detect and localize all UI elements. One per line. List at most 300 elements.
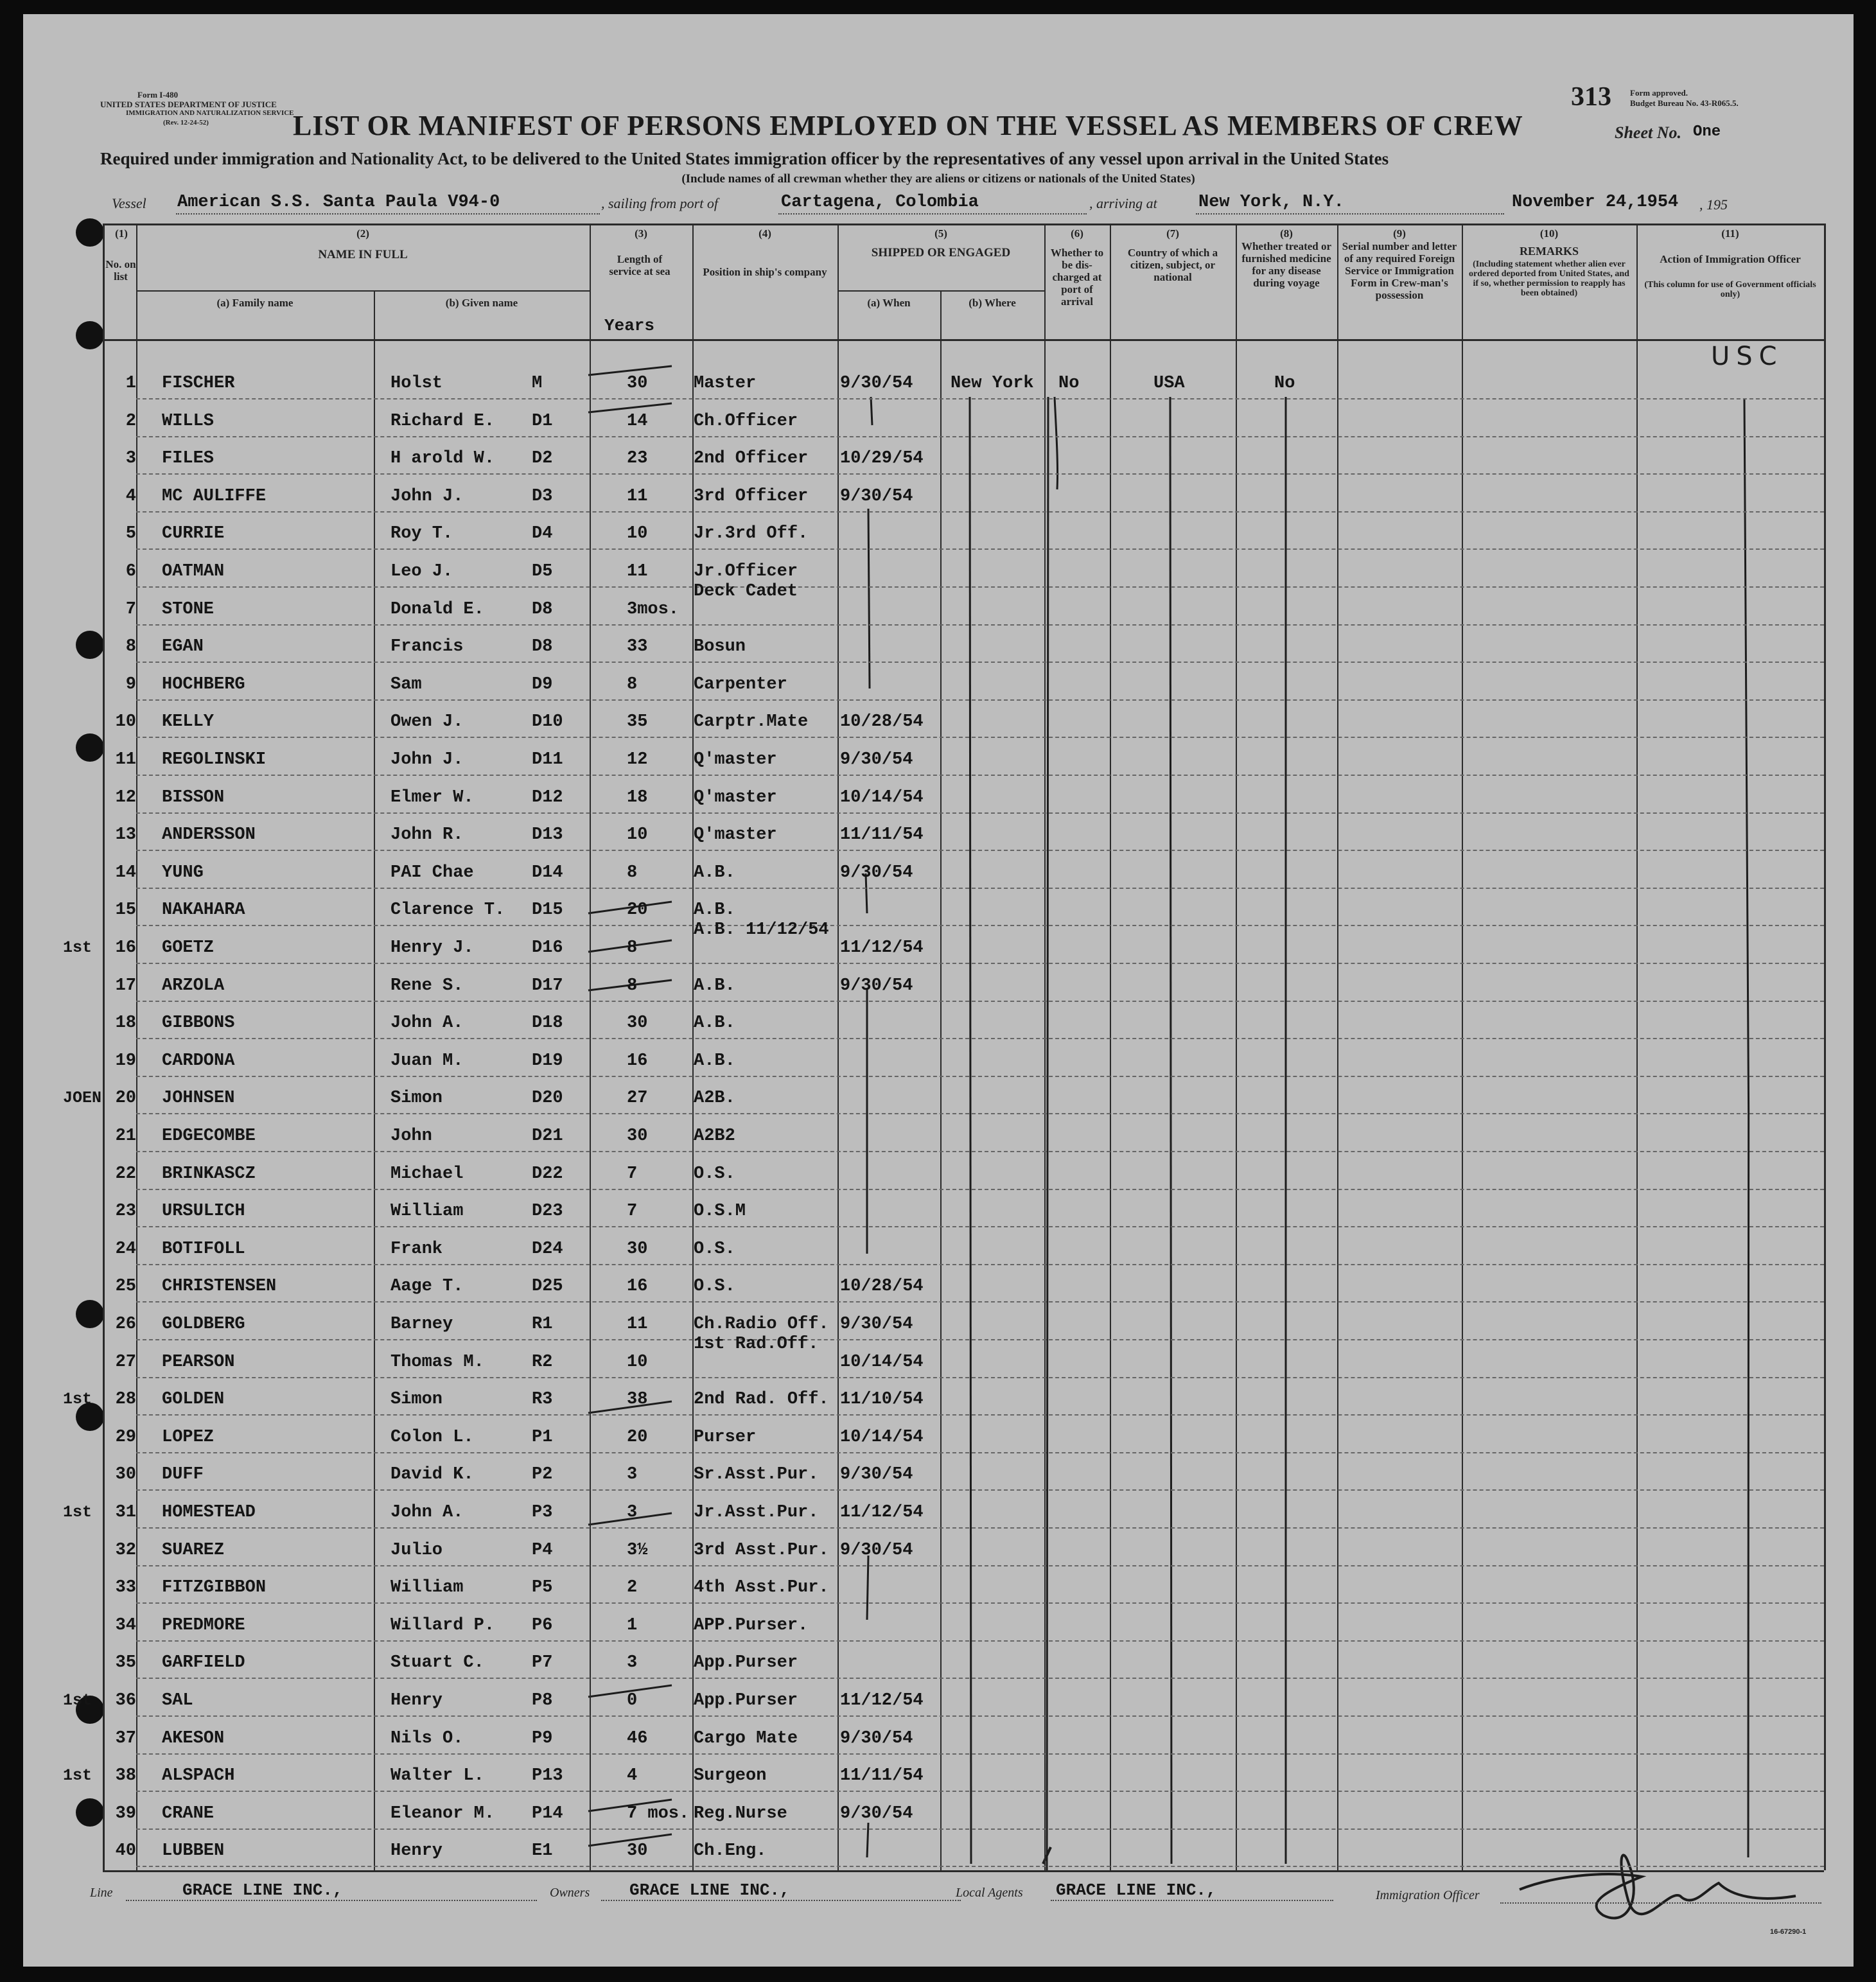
cell-given: Barney [390, 1315, 453, 1334]
cell-no: 20 [115, 1089, 136, 1109]
cell-service: 30 [627, 1127, 648, 1146]
cell-position: APP.Purser. [694, 1615, 809, 1635]
print-code: 16-67290-1 [1770, 1928, 1807, 1936]
cell-position: A2B2 [694, 1127, 735, 1146]
cell-family: GOLDEN [162, 1390, 225, 1410]
cell-family: SUAREZ [162, 1540, 225, 1560]
cell-family: CARDONA [162, 1051, 235, 1071]
cell-given: Elmer W. [390, 787, 474, 807]
cell-given: Simon [390, 1089, 443, 1109]
cell-service: 1 [627, 1615, 638, 1635]
cell-given: Rene S. [390, 976, 464, 995]
cell-service: 16 [627, 1051, 648, 1071]
cell-service: 0 [627, 1691, 638, 1710]
cell-position: 4th Asst.Pur. [694, 1578, 829, 1598]
cell-code: D10 [532, 712, 563, 732]
cell-position: Bosun [694, 637, 746, 657]
cell-no: 10 [115, 712, 136, 732]
cell-code: D17 [532, 976, 563, 995]
cell-family: HOMESTEAD [162, 1503, 256, 1522]
cell-given: John R. [390, 825, 464, 845]
manifest-sheet: Form I-480 UNITED STATES DEPARTMENT OF JUSTICE IMMIGRATION AND NATURALIZATION SERVICE (Rev. 12-24-52) 313 Form approved. Budget Bureau No. 43-R065.5. LIST OR MANIFEST OF PERSONS EMPLOYED ON THE VESSEL AS MEMBERS OF CREW Sheet No. One Required under immigration and Nationality Act, to be delivered to the United States immigration officer by the representatives of any vessel upon arrival in the United States (Include names of all crewman whether they are aliens or citizens or nationals of the United States) Vessel American S.S. Santa Paula V94-0 , sailing from port of Cartagena, Colombia , arriving at New York, N.Y. November 24,1954 , 195 (1) No. on list (2) NAME IN FULL (a) Family name (b) Given name (3) Length of service at sea Years (4) Position in ship's company (5) SHIPPED OR ENGAGED (a) When (b) Where (6) Whether to be dis-charged at port of arrival (7) Country of which a citizen, subject, or national (8) Whether treated or furnished medicine for any disease during voyage (9) Serial number and letter of any required Foreign Service or Immigration Form in Crew-man's possession (10) REMARKS (Including statement whether alien ever ordered deported from United States, and if so, whether permission to reapply has been obtained) (11) Action of Immigration Officer (This column for use of Government officials only) USC Line GRACE LINE INC., Owners GRACE LINE INC., Local Agents GRACE LINE INC., Immigration Officer 16-67290-1 1 FISCHER Holst M 30 Master 9/30/54 New York No USA No 2 WILLS Richard E. D1 14 Ch.Officer 3 FILES H arold W. D2 23 2nd Officer 10/29/54 4 MC AULIFFE John J. D3 11 3rd Officer 9/30/54 5 CURRIE Roy T. D4 10 Jr.3rd Off. 6 OATMAN Leo J. D5 11 Jr.Officer 7 STONE Donald E. D8 3mos. Deck Cadet 8 EGAN Francis D8 33 Bosun 9 HOCHBERG Sam D9 8 Carpenter 10 KELLY Owen J. D10 35 Carptr.Mate 10/28/54 11 REGOLINSKI John J. D11 12 Q'master 9/30/54 12 BISSON Elmer W. D12 18 Q'master 10/14/54 13 ANDERSSON John R. D13 10 Q'master 11/11/54 14 YUNG PAI Chae D14 8 A.B. 9/30/54 15 NAKAHARA Clarence T. D15 20 A.B. 1st 16 GOETZ Henry J. D16 8 A.B. 11/12/54 11/12/54 17 ARZOLA Rene S. D17 8 A.B. 9/30/54 18 GIBBONS John A. D18 30 A.B. 19 CARDONA Juan M. D19 16 A.B. JOEN 20 JOHNSEN Simon D20 27 A2B. 21 EDGECOMBE John D21 30 A2B2 22 BRINKASCZ Michael D22 7 O.S. 23 URSULICH William D23 7 O.S.M 24 BOTIFOLL Frank D24 30 O.S. 25 CHRISTENSEN Aage T. D25 16 O.S. 10/28/54 26 GOLDBERG Barney R1 11 Ch.Radio Off. 9/30/54 27 PEARSON Thomas M. R2 10 1st Rad.Off. 10/14/54 1st 28 GOLDEN Simon R3 38 2nd Rad. Off. 11/10/54 29 LOPEZ Colon L. P1 20 Purser 10/14/54 30 DUFF David K. P2 3 Sr.Asst.Pur. 9/30/54 1st 31 HOMESTEAD John A. P3 3 Jr.Asst.Pur. 11/12/54 32 SUAREZ Julio P4 3½ 3rd Asst.Pur. 9/30/54 33 FITZGIBBON William P5 2 4th Asst.Pur. 34 PREDMORE Willard P. P6 1 APP.Purser. 35 GARFIELD Stuart C. P7 3 App.Purser 1st 36 SAL Henry P8 0 App.Purser 11/12/54 37 AKESON Nils O. P9 46 Cargo Mate 9/30/54 1st 38 ALSPACH Walter L. P13 4 Surgeon 11/11/54 39 CRANE Eleanor M. P14 7 mos. Reg.Nurse 9/30/54 40 LUBBEN Henry E1 30 Ch.Eng. [23, 14, 1854, 1967]
cell-given: Richard E. [390, 411, 495, 431]
cell-given: Clarence T. [390, 900, 505, 920]
cell-position: Cargo Mate [694, 1728, 798, 1748]
cell-given: Owen J. [390, 712, 464, 732]
cell-service: 8 [627, 863, 638, 882]
cell-given: Nils O. [390, 1728, 464, 1748]
cell-given: Willard P. [390, 1615, 495, 1635]
cell-code: P2 [532, 1465, 553, 1485]
cell-given: Leo J. [390, 562, 453, 581]
cell-no: 32 [115, 1540, 136, 1560]
cell-service: 8 [627, 976, 638, 995]
action-mark: USC [1711, 342, 1784, 371]
header-remarks-note: (Including statement whether alien ever ordered deported from United States, and if so, whether permission to reapply has been obtained) [1469, 259, 1629, 298]
cell-service: 3 [627, 1653, 638, 1673]
cell-code: D13 [532, 825, 563, 845]
agents-label: Local Agents [956, 1886, 1023, 1900]
stamp-number: 313 [1571, 82, 1611, 112]
department: UNITED STATES DEPARTMENT OF JUSTICE [100, 100, 277, 109]
cell-service: 7 mos. [627, 1803, 690, 1823]
cell-no: 11 [115, 750, 136, 769]
header-given-name: (b) Given name [445, 297, 518, 309]
cell-family: DUFF [162, 1465, 204, 1485]
line-value: GRACE LINE INC., [182, 1881, 343, 1900]
cell-family: URSULICH [162, 1202, 245, 1222]
cell-family: SAL [162, 1691, 193, 1710]
cell-no: 1 [125, 374, 136, 393]
cell-position: Q'master [694, 750, 777, 769]
cell-position: 2nd Rad. Off. [694, 1390, 829, 1410]
vessel-name: American S.S. Santa Paula V94-0 [177, 193, 500, 212]
cell-given: Eleanor M. [390, 1803, 495, 1823]
cell-given: Henry [390, 1841, 443, 1861]
cell-family: BOTIFOLL [162, 1239, 245, 1259]
cell-position: A.B. [694, 1051, 735, 1071]
cell-code: P7 [532, 1653, 553, 1673]
cell-no: 30 [115, 1465, 136, 1485]
cell-no: 31 [115, 1503, 136, 1522]
cell-position: Surgeon [694, 1766, 767, 1786]
cell-family: BRINKASCZ [162, 1164, 256, 1184]
cell-service: 20 [627, 900, 648, 920]
cell-no: 12 [115, 787, 136, 807]
cell-given: John J. [390, 750, 464, 769]
header-position: Position in ship's company [703, 266, 827, 278]
cell-code: P1 [532, 1427, 553, 1447]
cell-position: Ch.Eng. [694, 1841, 767, 1861]
cell-when: 9/30/54 [840, 863, 913, 882]
cell-position: Sr.Asst.Pur. [694, 1465, 819, 1485]
cell-family: CHRISTENSEN [162, 1277, 277, 1297]
header-name-in-full: NAME IN FULL [318, 248, 408, 261]
cell-no: 28 [115, 1390, 136, 1410]
cell-service: 11 [627, 562, 648, 581]
cell-given: William [390, 1578, 464, 1598]
cell-position: 2nd Officer [694, 449, 809, 469]
header-when: (a) When [867, 297, 911, 309]
cell-code: R2 [532, 1352, 553, 1372]
header-no-on-list: No. on list [105, 258, 136, 283]
cell-family: KELLY [162, 712, 215, 732]
cell-no: 35 [115, 1653, 136, 1673]
cell-position: O.S. [694, 1239, 735, 1259]
sailing-port: Cartagena, Colombia [781, 193, 979, 212]
cell-family: GOETZ [162, 938, 215, 958]
cell-given: Henry [390, 1691, 443, 1710]
cell-given: Walter L. [390, 1766, 484, 1786]
cell-no: 15 [115, 900, 136, 920]
cell-when: 10/29/54 [840, 449, 924, 469]
cell-given: Francis [390, 637, 464, 657]
page-subtitle: Required under immigration and Nationality Act, to be delivered to the United States immigration officer by the representatives of any vessel upon arrival in the United States [100, 149, 1389, 168]
cell-code: D9 [532, 674, 553, 694]
cell-given: John J. [390, 486, 464, 506]
cell-service: 27 [627, 1089, 648, 1109]
cell-code: P9 [532, 1728, 553, 1748]
cell-position: A.B. [694, 1013, 735, 1033]
cell-position: A2B. [694, 1089, 735, 1109]
cell-code: D23 [532, 1202, 563, 1222]
cell-family: JOHNSEN [162, 1089, 235, 1109]
cell-code: D11 [532, 750, 563, 769]
cell-no: 19 [115, 1051, 136, 1071]
cell-service: 30 [627, 1013, 648, 1033]
cell-service: 8 [627, 938, 638, 958]
cell-no: 34 [115, 1615, 136, 1635]
cell-no: 18 [115, 1013, 136, 1033]
years-label: Years [604, 316, 655, 335]
cell-family: GARFIELD [162, 1653, 245, 1673]
cell-code: D25 [532, 1277, 563, 1297]
cell-code: D22 [532, 1164, 563, 1184]
margin-note: 1st [63, 1691, 92, 1710]
cell-service: 10 [627, 825, 648, 845]
arriving-label: , arriving at [1089, 195, 1157, 211]
cell-code: D21 [532, 1127, 563, 1146]
arrival-date: November 24,1954 [1512, 193, 1679, 212]
cell-no: 4 [125, 486, 136, 506]
cell-code: D5 [532, 562, 553, 581]
header-country: Country of which a citizen, subject, or national [1127, 247, 1218, 283]
cell-when: 11/10/54 [840, 1390, 924, 1410]
cell-position: Master [694, 374, 757, 393]
service: IMMIGRATION AND NATURALIZATION SERVICE [126, 109, 294, 117]
cell-when: 9/30/54 [840, 1803, 913, 1823]
immigration-officer-label: Immigration Officer [1376, 1888, 1480, 1902]
cell-service: 11 [627, 486, 648, 506]
cell-family: EGAN [162, 637, 204, 657]
owners-label: Owners [550, 1886, 590, 1900]
handwritten-marks [23, 14, 1854, 1967]
cell-no: 39 [115, 1803, 136, 1823]
cell-family: PREDMORE [162, 1615, 245, 1635]
cell-given: Juan M. [390, 1051, 464, 1071]
cell-family: EDGECOMBE [162, 1127, 256, 1146]
cell-given: John A. [390, 1503, 464, 1522]
cell-service: 11 [627, 1315, 648, 1334]
owners-value: GRACE LINE INC., [629, 1881, 790, 1900]
cell-position: Reg.Nurse [694, 1803, 787, 1823]
cell-when: 9/30/54 [840, 486, 913, 506]
cell-code: R1 [532, 1315, 553, 1334]
header-length-of-service: Length of service at sea [609, 253, 671, 277]
cell-no: 21 [115, 1127, 136, 1146]
header-remarks: REMARKS [1519, 245, 1579, 258]
cell-code: D24 [532, 1239, 563, 1259]
cell-service: 14 [627, 411, 648, 431]
cell-service: 46 [627, 1728, 648, 1748]
cell-no: 36 [115, 1691, 136, 1710]
cell-code: M [532, 374, 543, 393]
include-note: (Include names of all crewman whether they are aliens or citizens or nationals of the United States) [681, 172, 1195, 186]
cell-family: FISCHER [162, 374, 235, 393]
cell-family: GOLDBERG [162, 1315, 245, 1334]
cell-where: New York [951, 374, 1034, 393]
cell-no: 23 [115, 1202, 136, 1222]
cell-no: 5 [125, 524, 136, 544]
header-family-name: (a) Family name [216, 297, 294, 309]
cell-given: Michael [390, 1164, 464, 1184]
cell-given: David K. [390, 1465, 474, 1485]
cell-family: ALSPACH [162, 1766, 235, 1786]
cell-family: CRANE [162, 1803, 215, 1823]
cell-family: NAKAHARA [162, 900, 245, 920]
cell-position: Q'master [694, 787, 777, 807]
cell-given: Colon L. [390, 1427, 474, 1447]
margin-note: 1st [63, 1766, 92, 1785]
cell-position: Purser [694, 1427, 757, 1447]
cell-when: 9/30/54 [840, 374, 913, 393]
cell-code: D15 [532, 900, 563, 920]
page-title: LIST OR MANIFEST OF PERSONS EMPLOYED ON THE VESSEL AS MEMBERS OF CREW [293, 110, 1523, 141]
cell-service: 30 [627, 374, 648, 393]
vessel-label: Vessel [112, 195, 146, 211]
cell-code: P14 [532, 1803, 563, 1823]
cell-no: 3 [125, 449, 136, 469]
sheet-label: Sheet No. [1615, 123, 1681, 142]
cell-when: 10/14/54 [840, 1427, 924, 1447]
header-discharged: Whether to be dis-charged at port of arrival [1050, 247, 1104, 308]
cell-code: P5 [532, 1578, 553, 1598]
cell-given: Stuart C. [390, 1653, 484, 1673]
cell-when: 9/30/54 [840, 1465, 913, 1485]
cell-no: 38 [115, 1766, 136, 1786]
agents-value: GRACE LINE INC., [1056, 1881, 1216, 1900]
cell-given: Julio [390, 1540, 443, 1560]
cell-code: D8 [532, 599, 553, 619]
cell-when: 9/30/54 [840, 1728, 913, 1748]
margin-note: JOEN [63, 1089, 102, 1108]
cell-service: 3mos. [627, 599, 679, 619]
cell-code: D12 [532, 787, 563, 807]
cell-family: OATMAN [162, 562, 225, 581]
cell-service: 20 [627, 1427, 648, 1447]
cell-family: ARZOLA [162, 976, 225, 995]
cell-no: 17 [115, 976, 136, 995]
cell-position: A.B. [694, 863, 735, 882]
cell-given: Thomas M. [390, 1352, 484, 1372]
cell-treated: No [1274, 374, 1295, 393]
cell-no: 22 [115, 1164, 136, 1184]
cell-family: FILES [162, 449, 215, 469]
cell-when: 10/28/54 [840, 712, 924, 732]
cell-service: 3 [627, 1465, 638, 1485]
form-approved: Form approved. [1630, 88, 1688, 98]
budget-bureau: Budget Bureau No. 43-R065.5. [1630, 98, 1739, 108]
cell-service: 8 [627, 674, 638, 694]
cell-code: E1 [532, 1841, 553, 1861]
sheet-number: One [1693, 123, 1721, 141]
form-number: Form I-480 [137, 90, 179, 100]
cell-no: 27 [115, 1352, 136, 1372]
cell-family: HOCHBERG [162, 674, 245, 694]
cell-given: John [390, 1127, 432, 1146]
cell-given: Holst [390, 374, 443, 393]
cell-position: Ch.Officer [694, 411, 798, 431]
cell-when: 11/11/54 [840, 825, 924, 845]
cell-when: 9/30/54 [840, 976, 913, 995]
cell-no: 37 [115, 1728, 136, 1748]
cell-no: 13 [115, 825, 136, 845]
cell-service: 38 [627, 1390, 648, 1410]
cell-service: 7 [627, 1202, 638, 1222]
cell-position: 3rd Asst.Pur. [694, 1540, 829, 1560]
cell-position: 1st Rad.Off. [694, 1334, 819, 1354]
cell-family: FITZGIBBON [162, 1578, 267, 1598]
cell-service: 7 [627, 1164, 638, 1184]
arrival-port: New York, N.Y. [1198, 193, 1344, 212]
cell-code: P4 [532, 1540, 553, 1560]
cell-no: 40 [115, 1841, 136, 1861]
sailing-label: , sailing from port of [601, 195, 718, 211]
cell-service: 35 [627, 712, 648, 732]
cell-when: 11/12/54 [840, 1503, 924, 1522]
cell-no: 25 [115, 1277, 136, 1297]
cell-service: 30 [627, 1841, 648, 1861]
cell-position: Q'master [694, 825, 777, 845]
cell-code: P8 [532, 1691, 553, 1710]
cell-service: 10 [627, 1352, 648, 1372]
cell-family: STONE [162, 599, 215, 619]
cell-service: 16 [627, 1277, 648, 1297]
header-where: (b) Where [969, 297, 1016, 309]
margin-note: 1st [63, 1390, 92, 1409]
cell-position: A.B. [694, 976, 735, 995]
cell-position: A.B. [694, 900, 735, 920]
cell-code: R3 [532, 1390, 553, 1410]
header-treated: Whether treated or furnished medicine for any disease during voyage [1241, 240, 1332, 289]
cell-given: Simon [390, 1390, 443, 1410]
cell-no: 7 [125, 599, 136, 619]
cell-code: P6 [532, 1615, 553, 1635]
cell-when: 9/30/54 [840, 750, 913, 769]
cell-position: Carpenter [694, 674, 787, 694]
cell-no: 9 [125, 674, 136, 694]
cell-discharged: No [1058, 374, 1080, 393]
cell-given: John A. [390, 1013, 464, 1033]
cell-position: App.Purser [694, 1691, 798, 1710]
cell-no: 8 [125, 637, 136, 657]
cell-no: 6 [125, 562, 136, 581]
year-suffix: , 195 [1699, 197, 1728, 213]
cell-family: BISSON [162, 787, 225, 807]
cell-family: WILLS [162, 411, 215, 431]
cell-given: Donald E. [390, 599, 484, 619]
cell-service: 3 [627, 1503, 638, 1522]
cell-when: 11/11/54 [840, 1766, 924, 1786]
cell-code: D4 [532, 524, 553, 544]
cell-code: D2 [532, 449, 553, 469]
cell-no: 26 [115, 1315, 136, 1334]
cell-code: D3 [532, 486, 553, 506]
cell-when: 11/12/54 [840, 938, 924, 958]
cell-position: Carptr.Mate [694, 712, 809, 732]
margin-note: 1st [63, 938, 92, 957]
cell-no: 16 [115, 938, 136, 958]
cell-family: ANDERSSON [162, 825, 256, 845]
cell-code: D14 [532, 863, 563, 882]
cell-when: 9/30/54 [840, 1540, 913, 1560]
revision: (Rev. 12-24-52) [163, 119, 209, 127]
cell-when: 10/14/54 [840, 1352, 924, 1372]
cell-service: 2 [627, 1578, 638, 1598]
cell-family: MC AULIFFE [162, 486, 267, 506]
cell-position: Jr.3rd Off. [694, 524, 809, 544]
cell-position: App.Purser [694, 1653, 798, 1673]
cell-code: D1 [532, 411, 553, 431]
cell-no: 2 [125, 411, 136, 431]
cell-given: PAI Chae [390, 863, 474, 882]
cell-given: H arold W. [390, 449, 495, 469]
cell-position: O.S.M [694, 1202, 746, 1222]
cell-service: 23 [627, 449, 648, 469]
cell-family: LOPEZ [162, 1427, 215, 1447]
cell-service: 3½ [627, 1540, 648, 1560]
cell-service: 18 [627, 787, 648, 807]
cell-when: 10/28/54 [840, 1277, 924, 1297]
cell-service: 12 [627, 750, 648, 769]
cell-service: 30 [627, 1239, 648, 1259]
cell-family: LUBBEN [162, 1841, 225, 1861]
cell-position: O.S. [694, 1277, 735, 1297]
cell-position: Jr.Officer [694, 562, 798, 581]
cell-no: 14 [115, 863, 136, 882]
cell-given: Roy T. [390, 524, 453, 544]
cell-family: PEARSON [162, 1352, 235, 1372]
line-label: Line [90, 1886, 113, 1900]
cell-code: D19 [532, 1051, 563, 1071]
cell-code: D20 [532, 1089, 563, 1109]
cell-service: 4 [627, 1766, 638, 1786]
cell-given: Henry J. [390, 938, 474, 958]
cell-code: D18 [532, 1013, 563, 1033]
cell-country: USA [1153, 374, 1185, 393]
header-action: Action of Immigration Officer [1660, 253, 1801, 265]
cell-no: 33 [115, 1578, 136, 1598]
cell-service: 10 [627, 524, 648, 544]
cell-position: O.S. [694, 1164, 735, 1184]
cell-code: P13 [532, 1766, 563, 1786]
cell-service: 33 [627, 637, 648, 657]
cell-given: Sam [390, 674, 422, 694]
cell-family: YUNG [162, 863, 204, 882]
cell-code: D16 [532, 938, 563, 958]
cell-family: AKESON [162, 1728, 225, 1748]
cell-position: Ch.Radio Off. [694, 1315, 829, 1334]
